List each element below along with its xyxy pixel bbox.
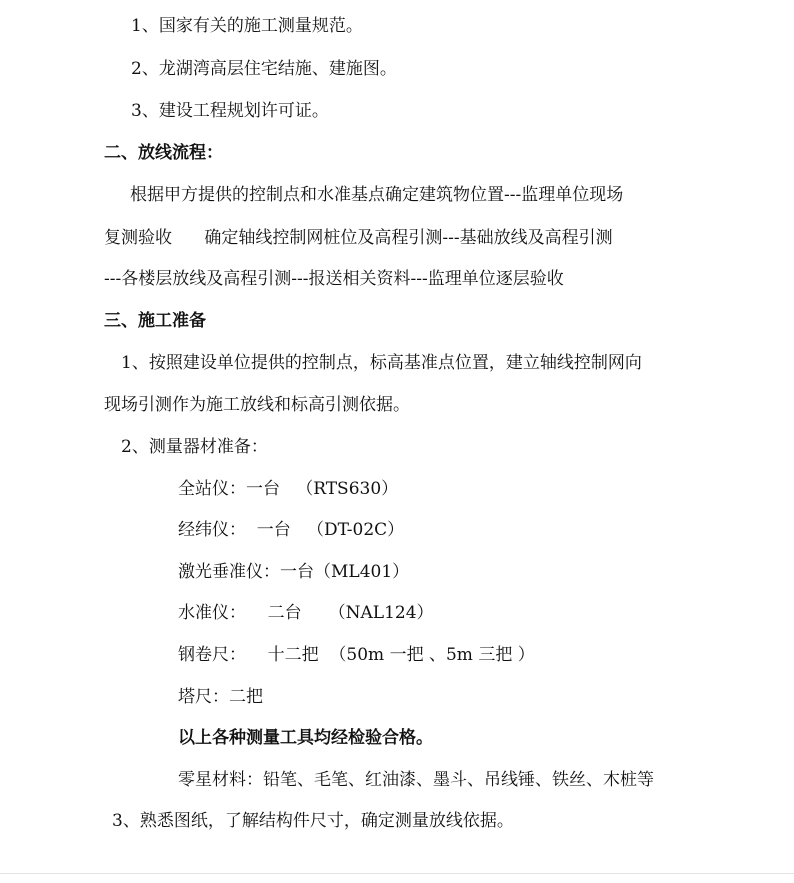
page-bottom-divider — [0, 873, 794, 874]
preparation-item-3: 3、熟悉图纸，了解结构件尺寸，确定测量放线依据。 — [112, 811, 514, 831]
section-heading-layout-process: 二、放线流程： — [104, 143, 223, 163]
equipment-total-station: 全站仪：一台 （RTS630） — [178, 479, 399, 499]
preparation-item-2: 2、测量器材准备： — [121, 437, 268, 457]
reference-item-2: 2、龙湖湾高层住宅结施、建施图。 — [131, 59, 397, 79]
reference-item-1: 1、国家有关的施工测量规范。 — [131, 16, 363, 36]
equipment-inspection-note: 以上各种测量工具均经检验合格。 — [178, 728, 433, 748]
preparation-item-1-line-1: 1、按照建设单位提供的控制点，标高基准点位置，建立轴线控制网向 — [121, 353, 642, 373]
process-paragraph-line-1: 根据甲方提供的控制点和水准基点确定建筑物位置---监理单位现场 — [130, 185, 624, 205]
equipment-tower-ruler: 塔尺：二把 — [178, 687, 263, 707]
reference-item-3: 3、建设工程规划许可证。 — [131, 101, 329, 121]
process-paragraph-line-2: 复测验收 确定轴线控制网桩位及高程引测---基础放线及高程引测 — [104, 228, 613, 248]
miscellaneous-materials: 零星材料：铅笔、毛笔、红油漆、墨斗、吊线锤、铁丝、木桩等 — [178, 770, 654, 790]
preparation-item-1-line-2: 现场引测作为施工放线和标高引测依据。 — [104, 395, 410, 415]
equipment-steel-tape: 钢卷尺： 十二把 （50m 一把 、5m 三把 ） — [178, 645, 535, 665]
section-heading-construction-preparation: 三、施工准备 — [104, 311, 206, 331]
equipment-level: 水准仪： 二台 （NAL124） — [178, 603, 434, 623]
equipment-theodolite: 经纬仪： 一台 （DT-02C） — [178, 520, 405, 540]
process-paragraph-line-3: ---各楼层放线及高程引测---报送相关资料---监理单位逐层验收 — [104, 269, 564, 289]
equipment-laser-plummet: 激光垂准仪：一台（ML401） — [178, 562, 410, 582]
